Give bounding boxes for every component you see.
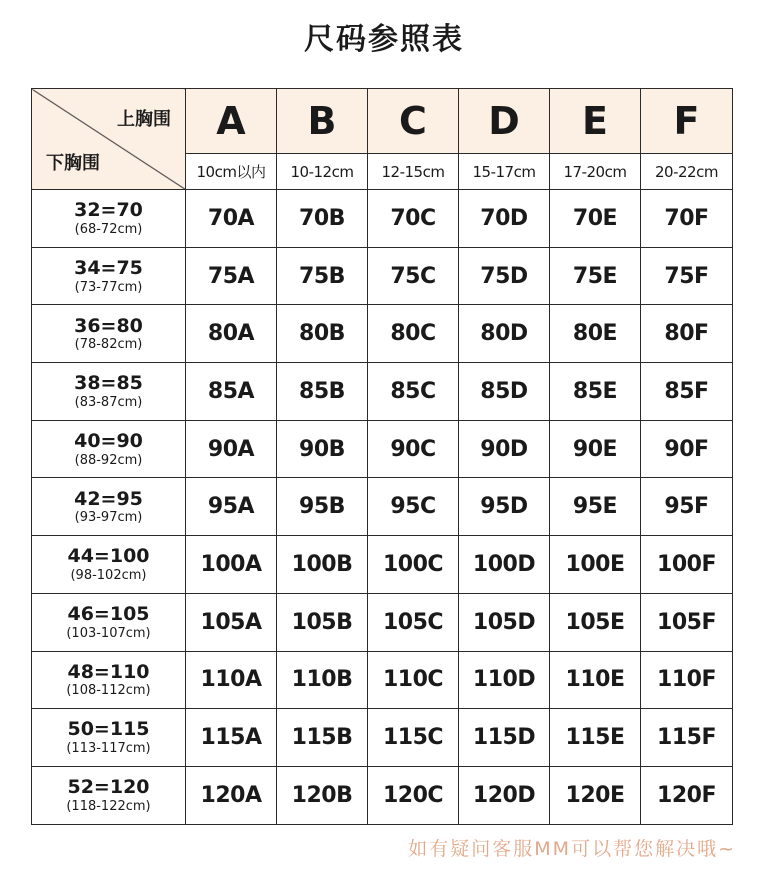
- table-row: [32, 478, 733, 536]
- band-size-label: 42=95: [74, 487, 143, 510]
- band-range-label: (93-97cm): [74, 510, 143, 526]
- table-row: [32, 651, 733, 709]
- cup-range-e: 17-20cm: [550, 154, 641, 190]
- band-size-label: 36=80: [74, 314, 143, 337]
- size-cell-d: 120D: [459, 766, 550, 824]
- size-cell-d: 75D: [459, 247, 550, 305]
- band-size-label: 44=100: [67, 545, 150, 568]
- band-size-label: 32=70: [74, 199, 143, 222]
- cup-letter-b: B: [277, 89, 368, 154]
- size-cell-a: 75A: [186, 247, 277, 305]
- size-cell-f: 80F: [641, 305, 733, 363]
- cup-letter-a: A: [186, 89, 277, 154]
- size-cell-d: 80D: [459, 305, 550, 363]
- band-range-label: (113-117cm): [66, 741, 151, 757]
- table-row: [32, 190, 733, 248]
- band-size-cell: [32, 420, 186, 478]
- size-cell-a: 115A: [186, 709, 277, 767]
- size-cell-e: 120E: [550, 766, 641, 824]
- band-size-cell: [32, 536, 186, 594]
- size-cell-f: 85F: [641, 363, 733, 421]
- band-size-cell: [32, 766, 186, 824]
- size-cell-b: 75B: [277, 247, 368, 305]
- size-cell-f: 105F: [641, 593, 733, 651]
- size-cell-e: 105E: [550, 593, 641, 651]
- band-size-cell: [32, 478, 186, 536]
- cup-range-a: 10cm以内: [186, 154, 277, 190]
- size-cell-e: 80E: [550, 305, 641, 363]
- size-cell-e: 110E: [550, 651, 641, 709]
- size-chart-table: [31, 88, 733, 825]
- size-cell-d: 85D: [459, 363, 550, 421]
- cup-range-f: 20-22cm: [641, 154, 733, 190]
- size-cell-f: 75F: [641, 247, 733, 305]
- band-size-label: 50=115: [67, 718, 150, 741]
- band-size-cell: [32, 305, 186, 363]
- size-cell-d: 105D: [459, 593, 550, 651]
- cup-letter-f: F: [641, 89, 733, 154]
- size-cell-d: 70D: [459, 190, 550, 248]
- size-cell-f: 95F: [641, 478, 733, 536]
- band-range-label: (98-102cm): [70, 568, 147, 584]
- band-range-label: (83-87cm): [74, 395, 143, 410]
- size-cell-c: 70C: [368, 190, 459, 248]
- size-cell-e: 100E: [550, 536, 641, 594]
- size-cell-f: 90F: [641, 420, 733, 478]
- cup-range-c: 12-15cm: [368, 154, 459, 190]
- size-cell-c: 95C: [368, 478, 459, 536]
- size-cell-e: 85E: [550, 363, 641, 421]
- size-cell-c: 90C: [368, 420, 459, 478]
- size-cell-b: 80B: [277, 305, 368, 363]
- size-cell-f: 110F: [641, 651, 733, 709]
- table-row: [32, 247, 733, 305]
- band-range-label: (118-122cm): [66, 798, 151, 814]
- cup-letter-c: C: [368, 89, 459, 154]
- cup-header-row: [32, 89, 733, 154]
- size-cell-a: 100A: [186, 536, 277, 594]
- size-cell-c: 100C: [368, 536, 459, 594]
- size-cell-a: 95A: [186, 478, 277, 536]
- band-range-label: (103-107cm): [66, 625, 151, 641]
- band-size-cell: [32, 190, 186, 248]
- cup-range-d: 15-17cm: [459, 154, 550, 190]
- size-cell-a: 90A: [186, 420, 277, 478]
- band-range-label: (68-72cm): [74, 221, 143, 237]
- size-cell-b: 85B: [277, 363, 368, 421]
- size-cell-d: 115D: [459, 709, 550, 767]
- size-cell-b: 90B: [277, 420, 368, 478]
- size-cell-e: 90E: [550, 420, 641, 478]
- band-size-label: 52=120: [67, 776, 150, 799]
- size-cell-d: 95D: [459, 478, 550, 536]
- customer-service-note: 如有疑问客服MM可以帮您解决哦~: [408, 838, 736, 860]
- size-cell-c: 105C: [368, 593, 459, 651]
- page-title: 尺码参照表: [304, 22, 464, 57]
- band-size-cell: [32, 651, 186, 709]
- size-cell-c: 85C: [368, 363, 459, 421]
- table-row: [32, 363, 733, 421]
- size-cell-b: 110B: [277, 651, 368, 709]
- size-cell-a: 85A: [186, 363, 277, 421]
- band-size-label: 48=110: [67, 660, 150, 683]
- size-cell-f: 70F: [641, 190, 733, 248]
- size-cell-c: 120C: [368, 766, 459, 824]
- size-cell-a: 70A: [186, 190, 277, 248]
- cup-letter-d: D: [459, 89, 550, 154]
- table-row: [32, 593, 733, 651]
- size-cell-c: 75C: [368, 247, 459, 305]
- table-row: [32, 420, 733, 478]
- band-size-cell: [32, 363, 186, 421]
- size-cell-b: 70B: [277, 190, 368, 248]
- size-cell-d: 110D: [459, 651, 550, 709]
- upper-bust-label: 上胸围: [117, 109, 171, 130]
- size-cell-a: 80A: [186, 305, 277, 363]
- band-size-cell: [32, 593, 186, 651]
- under-bust-label: 下胸围: [46, 153, 100, 174]
- band-range-label: (78-82cm): [74, 337, 143, 353]
- band-size-label: 38=85: [74, 372, 143, 395]
- band-range-label: (108-112cm): [66, 683, 151, 699]
- size-cell-e: 115E: [550, 709, 641, 767]
- band-size-label: 40=90: [74, 429, 143, 452]
- table-row: [32, 305, 733, 363]
- table-row: [32, 709, 733, 767]
- size-cell-d: 90D: [459, 420, 550, 478]
- size-cell-f: 120F: [641, 766, 733, 824]
- band-size-cell: [32, 247, 186, 305]
- size-cell-f: 100F: [641, 536, 733, 594]
- size-cell-c: 80C: [368, 305, 459, 363]
- size-cell-c: 110C: [368, 651, 459, 709]
- size-cell-a: 110A: [186, 651, 277, 709]
- size-cell-b: 95B: [277, 478, 368, 536]
- band-range-label: (73-77cm): [74, 279, 143, 295]
- size-cell-b: 100B: [277, 536, 368, 594]
- size-cell-e: 95E: [550, 478, 641, 536]
- size-cell-c: 115C: [368, 709, 459, 767]
- size-cell-f: 115F: [641, 709, 733, 767]
- cup-range-b: 10-12cm: [277, 154, 368, 190]
- size-cell-b: 105B: [277, 593, 368, 651]
- corner-header-cell: [32, 89, 186, 190]
- size-cell-e: 75E: [550, 247, 641, 305]
- size-cell-b: 120B: [277, 766, 368, 824]
- band-size-label: 46=105: [67, 602, 150, 625]
- size-cell-a: 105A: [186, 593, 277, 651]
- band-range-label: (88-92cm): [74, 452, 143, 468]
- size-cell-e: 70E: [550, 190, 641, 248]
- size-cell-d: 100D: [459, 536, 550, 594]
- cup-letter-e: E: [550, 89, 641, 154]
- table-row: [32, 766, 733, 824]
- size-cell-b: 115B: [277, 709, 368, 767]
- band-size-label: 34=75: [74, 256, 143, 279]
- table-row: [32, 536, 733, 594]
- band-size-cell: [32, 709, 186, 767]
- size-cell-a: 120A: [186, 766, 277, 824]
